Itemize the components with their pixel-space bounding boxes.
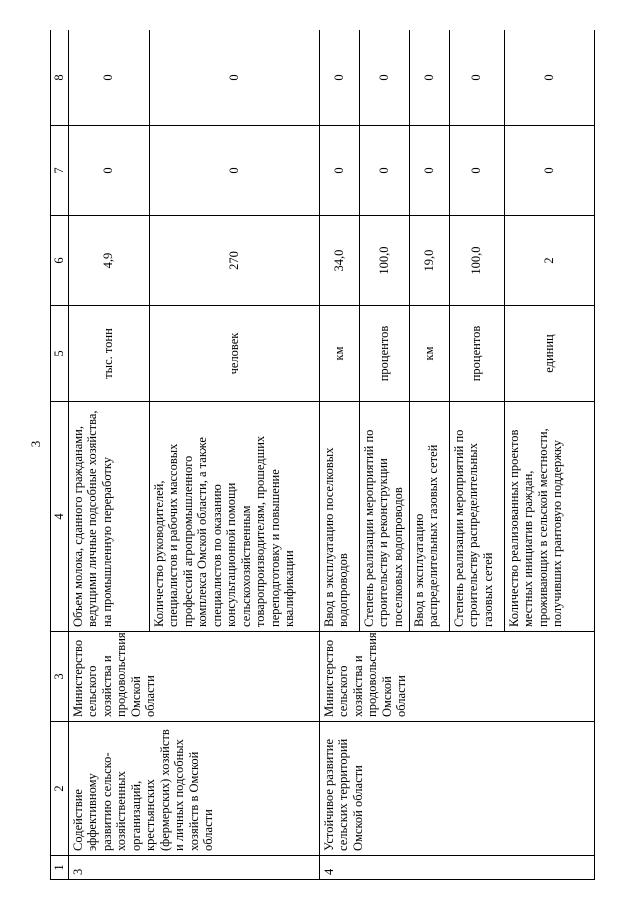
page-number: 3 <box>28 440 43 448</box>
indicator-name: Степень реализации мероприятий по строительству распределительных газовых сетей <box>449 402 504 632</box>
measure-name: Содействие эффективному развитию сельско-хозяйственных организаций, крестьянских (фермерских) хозяйств и личных подсобных хозяйств в Омской области <box>68 722 319 856</box>
header-cell: 7 <box>51 126 69 216</box>
indicator-name: Степень реализации мероприятий по строительству и реконструкции поселковых водопроводов <box>359 402 409 632</box>
indicator-unit: процентов <box>359 306 409 402</box>
row-number: 3 <box>68 856 319 880</box>
indicator-value-8: 0 <box>149 30 319 126</box>
indicator-value-6: 4,9 <box>68 216 149 306</box>
header-cell: 2 <box>51 722 69 856</box>
header-cell: 3 <box>51 632 69 722</box>
indicator-unit: единиц <box>504 306 594 402</box>
indicator-name: Количество руководителей, специалистов и рабочих массовых профессий агропромышленного комплекса Омской области, а также специалистов по оказанию консультационной помощи сельскохозяйственным товаропроизводителям, прошедших переподготовку и повышение квалификации <box>149 402 319 632</box>
rotated-table-frame <box>50 30 623 880</box>
indicator-value-8: 0 <box>359 30 409 126</box>
indicator-unit: процентов <box>449 306 504 402</box>
indicator-value-7: 0 <box>319 126 359 216</box>
indicator-value-8: 0 <box>68 30 149 126</box>
row-number: 4 <box>319 856 594 880</box>
indicator-value-7: 0 <box>359 126 409 216</box>
indicator-value-8: 0 <box>504 30 594 126</box>
indicator-value-6: 100,0 <box>359 216 409 306</box>
indicator-value-7: 0 <box>449 126 504 216</box>
rotated-table-container <box>50 30 623 880</box>
header-cell: 4 <box>51 402 69 632</box>
indicator-name: Количество реализованных проектов местных инициатив граждан, проживающих в сельской местности, получивших грантовую поддержку <box>504 402 594 632</box>
indicators-table <box>50 30 595 880</box>
indicator-name: Ввод в эксплуатацию поселковых водопроводов <box>319 402 359 632</box>
indicator-value-7: 0 <box>149 126 319 216</box>
indicator-value-6: 19,0 <box>409 216 449 306</box>
header-row <box>51 30 69 880</box>
measure-name: Устойчивое развитие сельских территорий Омской области <box>319 722 594 856</box>
indicator-unit: тыс. тонн <box>68 306 149 402</box>
indicator-name: Объем молока, сданного гражданами, ведущими личные подсобные хозяйства, на промышленную переработку <box>68 402 149 632</box>
indicator-value-6: 34,0 <box>319 216 359 306</box>
header-cell: 1 <box>51 856 69 880</box>
header-cell: 5 <box>51 306 69 402</box>
indicator-value-7: 0 <box>68 126 149 216</box>
indicator-unit: человек <box>149 306 319 402</box>
header-cell: 8 <box>51 30 69 126</box>
indicator-value-8: 0 <box>409 30 449 126</box>
indicator-name: Ввод в эксплуатацию распределительных газовых сетей <box>409 402 449 632</box>
indicator-unit: км <box>409 306 449 402</box>
indicator-value-7: 0 <box>504 126 594 216</box>
indicator-value-6: 100,0 <box>449 216 504 306</box>
indicator-value-8: 0 <box>319 30 359 126</box>
header-cell: 6 <box>51 216 69 306</box>
executor-name: Министерство сельского хозяйства и продовольствия Омской области <box>68 632 319 722</box>
indicator-value-7: 0 <box>409 126 449 216</box>
indicator-unit: км <box>319 306 359 402</box>
table-row <box>319 30 359 880</box>
executor-name: Министерство сельского хозяйства и продовольствия Омской области <box>319 632 594 722</box>
indicator-value-6: 270 <box>149 216 319 306</box>
indicator-value-8: 0 <box>449 30 504 126</box>
indicator-value-6: 2 <box>504 216 594 306</box>
table-row <box>68 30 149 880</box>
